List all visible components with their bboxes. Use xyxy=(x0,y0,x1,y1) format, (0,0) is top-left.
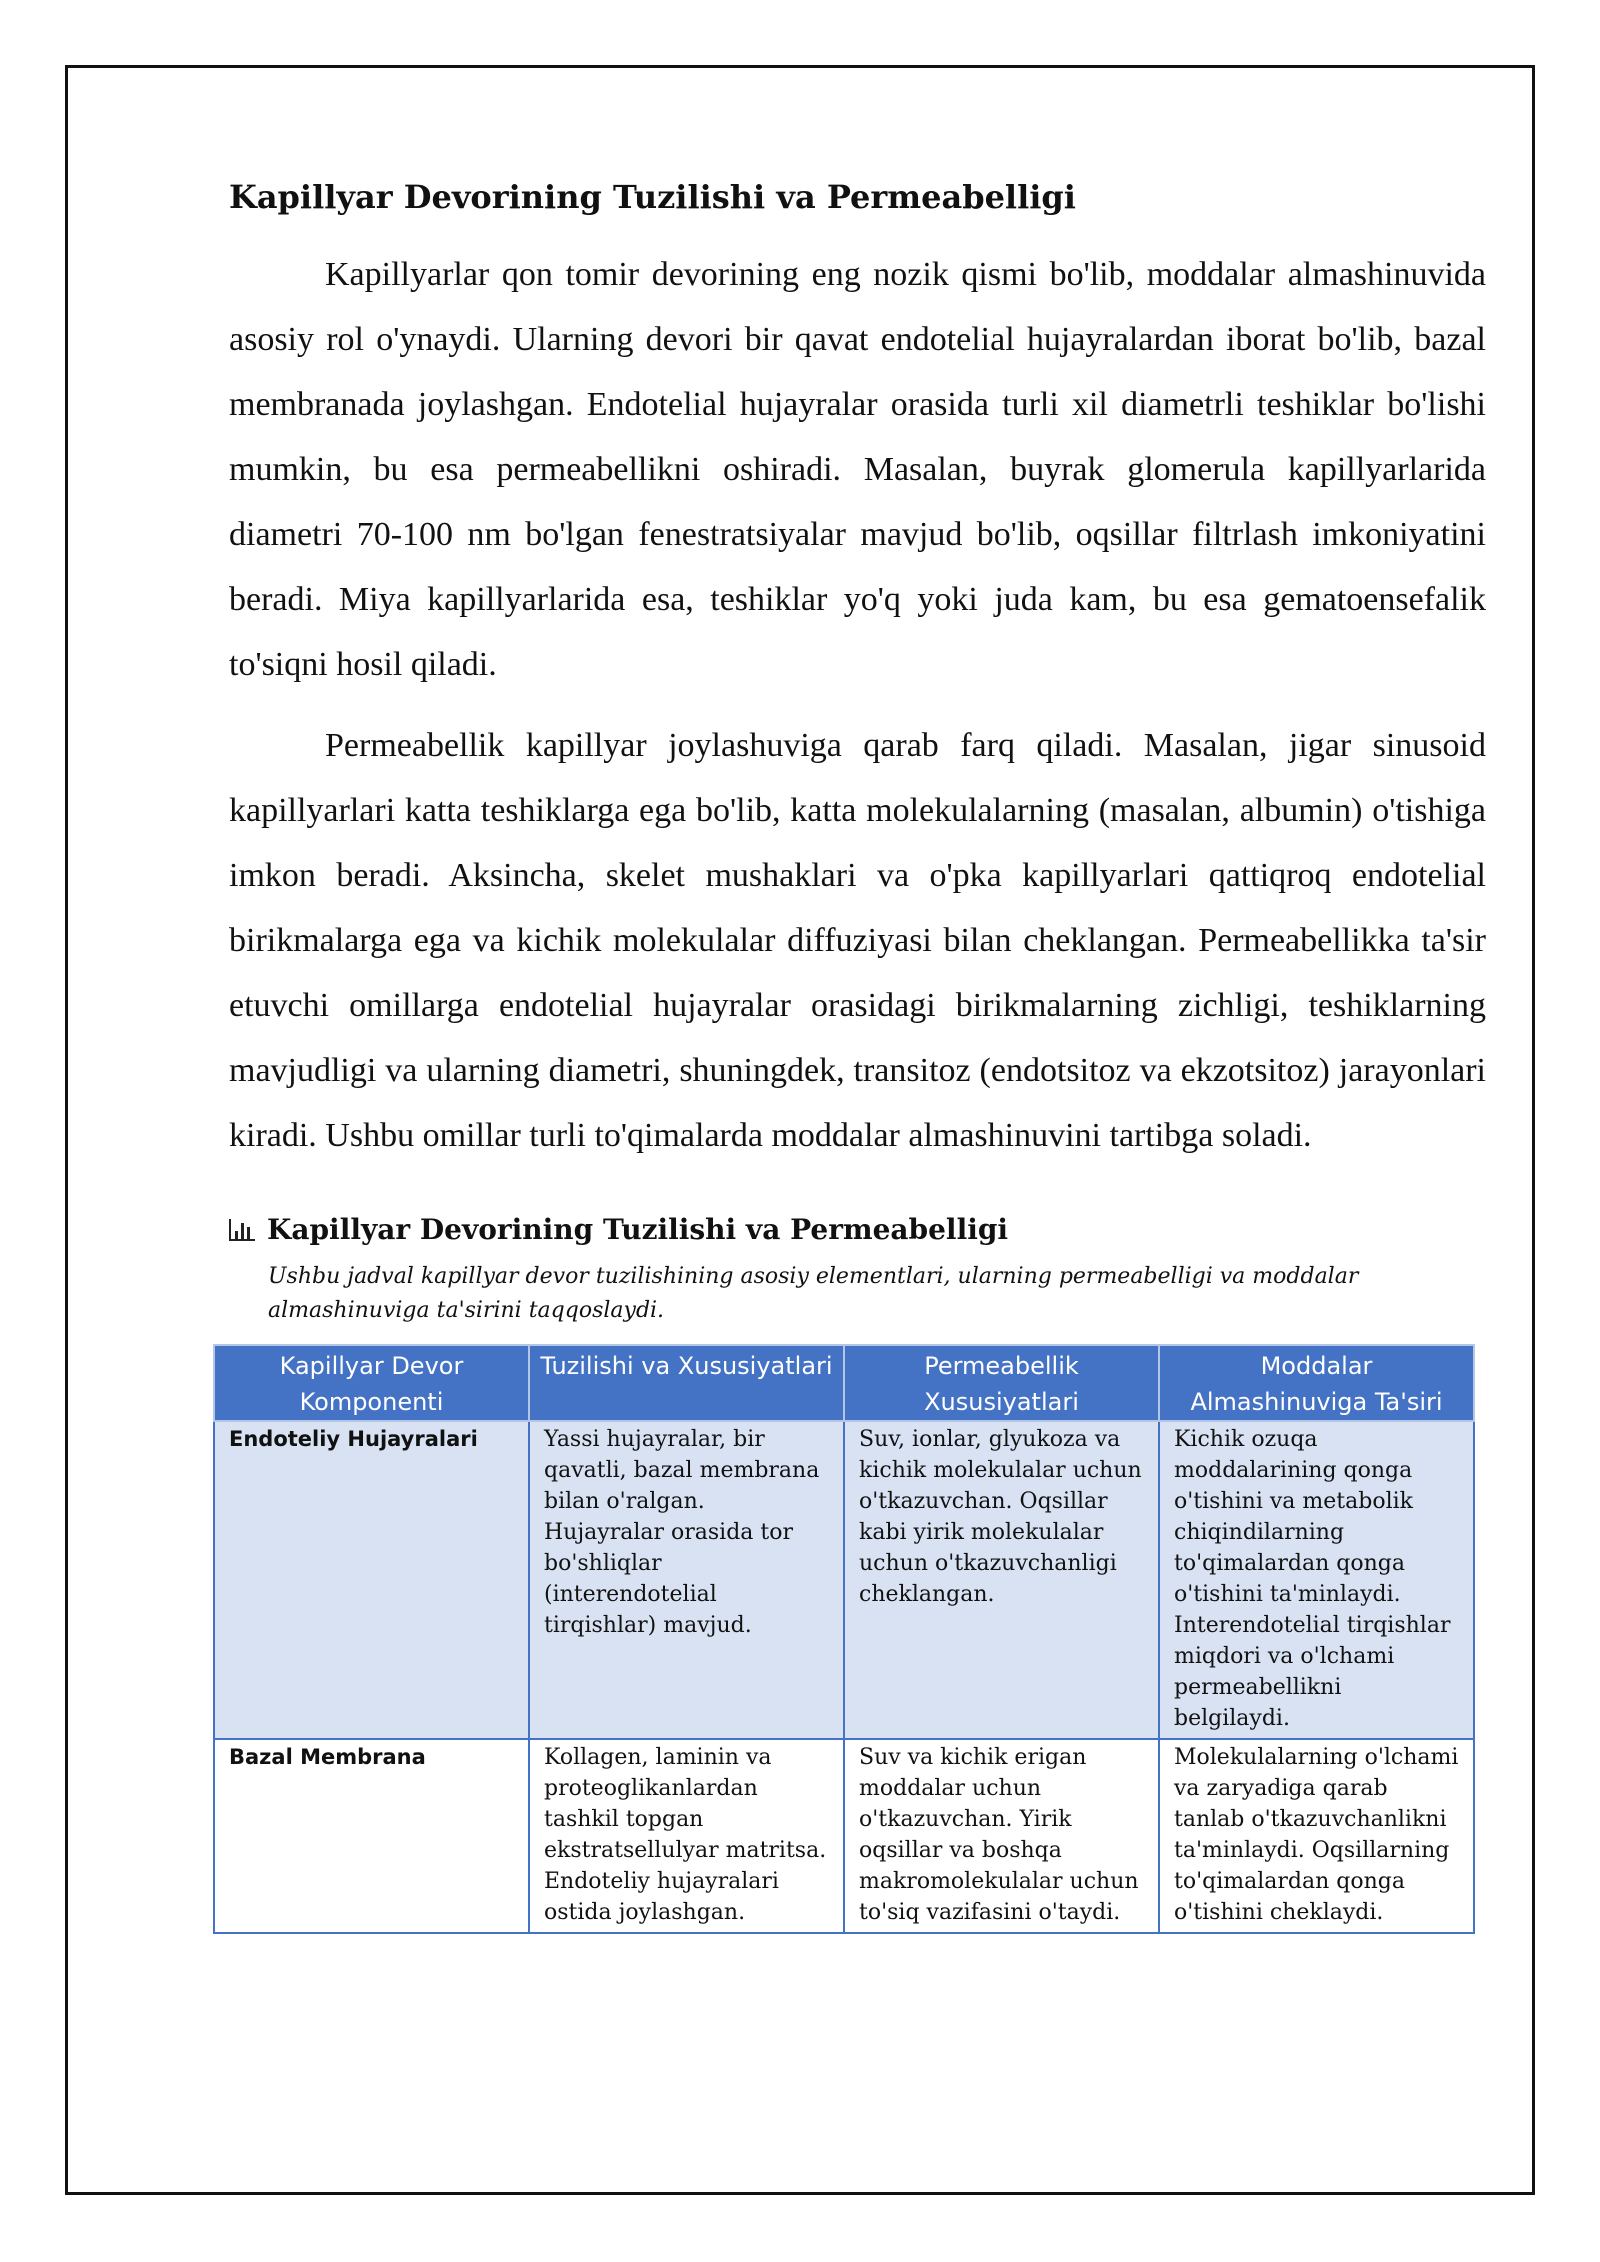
table-caption xyxy=(229,1210,1486,1250)
header-cell: Permeabellik Xususiyatlari xyxy=(844,1345,1159,1421)
table-cell: Bazal Membrana xyxy=(214,1739,529,1933)
table-cell: Endoteliy Hujayralari xyxy=(214,1421,529,1739)
paragraph-1: Kapillyarlar qon tomir devorining eng nozik qismi bo'lib, moddalar almashinuvida asosiy rol o'ynaydi. Ularning devori bir qavat endotelial hujayralardan iborat bo'lib, bazal membranada joylashgan. Endotelial hujayralar orasida turli xil diametrli teshiklar bo'lishi mumkin, bu esa permeabellikni oshiradi. Masalan, buyrak glomerula kapillyarlarida diametri 70-100 nm bo'lgan fenestratsiyalar mavjud bo'lib, oqsillar filtrlash imkoniyatini beradi. Miya kapillyarlarida esa, teshiklar yo'q yoki juda kam, bu esa gematoensefalik to'siqni hosil qiladi. xyxy=(229,256,1486,683)
document-body xyxy=(229,172,1486,1934)
table-header-row xyxy=(214,1345,1474,1421)
table-cell: Suv va kichik erigan moddalar uchun o'tkazuvchan. Yirik oqsillar va boshqa makromolekulalar uchun to'siq vazifasini o'taydi. xyxy=(844,1739,1159,1933)
header-cell: Tuzilishi va Xususiyatlari xyxy=(529,1345,844,1421)
comparison-table xyxy=(213,1344,1475,1934)
bar-chart-icon xyxy=(229,1219,255,1241)
table-cell: Yassi hujayralar, bir qavatli, bazal membrana bilan o'ralgan. Hujayralar orasida tor bo'shliqlar (interendotelial tirqishlar) mavjud. xyxy=(529,1421,844,1739)
document-title: Kapillyar Devorining Tuzilishi va Permeabelligi xyxy=(229,178,1076,216)
table-description: Ushbu jadval kapillyar devor tuzilishining asosiy elementlari, ularning permeabelligi va moddalar almashinuviga ta'sirini taqqoslaydi. xyxy=(268,1264,1359,1323)
header-cell: Moddalar Almashinuviga Ta'siri xyxy=(1159,1345,1474,1421)
table-cell: Kichik ozuqa moddalarining qonga o'tishini va metabolik chiqindilarning to'qimalardan qonga o'tishini ta'minlaydi. Interendotelial tirqishlar miqdori va o'lchami permeabellikni belgilaydi. xyxy=(1159,1421,1474,1739)
table-cell: Molekulalarning o'lchami va zaryadiga qarab tanlab o'tkazuvchanlikni ta'minlaydi. Oqsillarning to'qimalardan qonga o'tishini cheklaydi. xyxy=(1159,1739,1474,1933)
table-row xyxy=(214,1421,1474,1739)
table-caption-text: Kapillyar Devorining Tuzilishi va Permeabelligi xyxy=(267,1213,1009,1246)
table-cell: Kollagen, laminin va proteoglikanlardan tashkil topgan ekstratsellulyar matritsa. Endoteliy hujayralari ostida joylashgan. xyxy=(529,1739,844,1933)
paragraph-2: Permeabellik kapillyar joylashuviga qarab farq qiladi. Masalan, jigar sinusoid kapillyarlari katta teshiklarga ega bo'lib, katta molekulalarning (masalan, albumin) o'tishiga imkon beradi. Aksincha, skelet mushaklari va o'pka kapillyarlari qattiqroq endotelial birikmalarga ega va kichik molekulalar diffuziyasi bilan cheklangan. Permeabellikka ta'sir etuvchi omillarga endotelial hujayralar orasidagi birikmalarning zichligi, teshiklarning mavjudligi va ularning diametri, shuningdek, transitoz (endotsitoz va ekzotsitoz) jarayonlari kiradi. Ushbu omillar turli to'qimalarda moddalar almashinuvini tartibga soladi. xyxy=(229,727,1486,1154)
table-row xyxy=(214,1739,1474,1933)
header-cell: Kapillyar Devor Komponenti xyxy=(214,1345,529,1421)
table-cell: Suv, ionlar, glyukoza va kichik molekulalar uchun o'tkazuvchan. Oqsillar kabi yirik molekulalar uchun o'tkazuvchanligi cheklangan. xyxy=(844,1421,1159,1739)
